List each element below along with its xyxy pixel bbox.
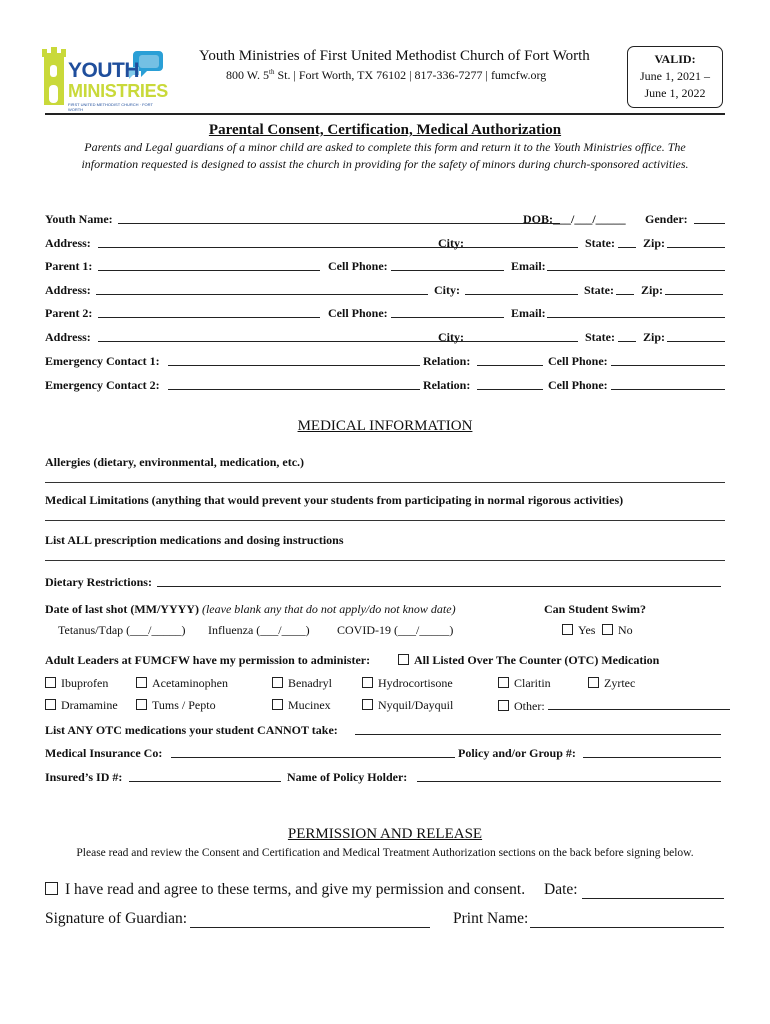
med-label: Hydrocortisone xyxy=(378,676,453,690)
print-name-label: Print Name: xyxy=(453,910,529,927)
address-part2: St. | Fort Worth, TX 76102 | 817-336-7277 | fumcfw.org xyxy=(274,68,547,82)
med-label: Zyrtec xyxy=(604,676,636,690)
row-insurance xyxy=(45,746,725,762)
checkbox-box xyxy=(602,624,613,635)
emergency2-label: Emergency Contact 2: xyxy=(45,378,160,392)
checkbox-box xyxy=(362,699,373,710)
emergency2-cell-label: Cell Phone: xyxy=(548,378,608,392)
swim-no-checkbox[interactable] xyxy=(602,623,633,638)
parent1-cell-label: Cell Phone: xyxy=(328,259,388,273)
valid-label: VALID: xyxy=(654,52,696,66)
date-field[interactable] xyxy=(582,886,724,899)
med-label: Dramamine xyxy=(61,698,118,712)
checkbox-box xyxy=(588,677,599,688)
otc-all-label: All Listed Over The Counter (OTC) Medication xyxy=(414,653,660,667)
med-label: Tums / Pepto xyxy=(152,698,216,712)
med-zyrtec[interactable] xyxy=(588,676,635,691)
emergency2-relation-field[interactable] xyxy=(477,378,543,390)
zip3-label: Zip: xyxy=(643,330,666,344)
emergency1-field[interactable] xyxy=(168,354,420,366)
checkbox-box xyxy=(45,677,56,688)
dietary-label: Dietary Restrictions: xyxy=(45,575,152,589)
row-dietary xyxy=(45,575,725,591)
row-address-1 xyxy=(45,236,725,252)
youth-name-label: Youth Name: xyxy=(45,212,113,226)
med-other[interactable] xyxy=(498,698,730,714)
med-label: Benadryl xyxy=(288,676,332,690)
limitations-field[interactable] xyxy=(45,520,725,521)
valid-to: June 1, 2022 xyxy=(644,86,706,100)
print-name-field[interactable] xyxy=(530,915,724,928)
city-field[interactable] xyxy=(469,236,578,248)
valid-from: June 1, 2021 – xyxy=(640,69,710,83)
address-sup: th xyxy=(269,68,275,76)
emergency2-relation-label: Relation: xyxy=(423,378,471,392)
zip-label: Zip: xyxy=(643,236,666,250)
limitations-label: Medical Limitations (anything that would prevent your students from participating in normal rigorous activities) xyxy=(45,493,624,507)
prescriptions-field[interactable] xyxy=(45,560,725,561)
agree-label: I have read and agree to these terms, and give my permission and consent. xyxy=(65,881,526,898)
valid-box xyxy=(627,46,723,108)
emergency2-field[interactable] xyxy=(168,378,420,390)
med-label: Nyquil/Dayquil xyxy=(378,698,454,712)
covid-field[interactable]: COVID-19 (___/_____) xyxy=(337,623,454,637)
address-field[interactable] xyxy=(98,236,477,248)
address-part1: 800 W. 5 xyxy=(226,68,270,82)
checkbox-box xyxy=(272,677,283,688)
med-benadryl[interactable] xyxy=(272,676,332,691)
med-claritin[interactable] xyxy=(498,676,551,691)
address3-field[interactable] xyxy=(98,330,477,342)
address2-field[interactable] xyxy=(96,283,428,295)
med-mucinex[interactable] xyxy=(272,698,331,713)
parent2-field[interactable] xyxy=(98,306,320,318)
checkbox-box xyxy=(272,699,283,710)
checkbox-box xyxy=(136,699,147,710)
parent2-cell-label: Cell Phone: xyxy=(328,306,388,320)
parent2-email-label: Email: xyxy=(511,306,546,320)
parent2-cell-field[interactable] xyxy=(391,306,504,318)
med-other-field[interactable] xyxy=(548,698,730,710)
otc-all-checkbox[interactable] xyxy=(398,653,659,668)
dob-field[interactable]: DOB:___/___/_____ xyxy=(523,212,626,226)
med-label: Claritin xyxy=(514,676,551,690)
permission-note: Please read and review the Consent and Certification and Medical Treatment Authorization sections on the back before signing below. xyxy=(76,847,694,859)
date-label: Date: xyxy=(544,881,578,898)
org-name: Youth Ministries of First United Methodist Church of Fort Worth xyxy=(199,48,590,64)
gender-label: Gender: xyxy=(645,212,688,226)
agree-checkbox[interactable] xyxy=(45,881,525,899)
row-address-2 xyxy=(45,283,725,299)
insurance-co-field[interactable] xyxy=(171,746,455,758)
parent1-email-field[interactable] xyxy=(547,259,725,271)
intro-line-2: information requested is designed to assist the church in providing for the safety of minors during church-sponsored activities. xyxy=(81,157,689,171)
zip2-field[interactable] xyxy=(665,283,723,295)
gender-field[interactable] xyxy=(694,212,725,224)
holder-field[interactable] xyxy=(417,770,721,782)
logo-youth-text: YOUTH xyxy=(68,59,139,82)
cannot-take-field[interactable] xyxy=(355,723,721,735)
permission-heading: PERMISSION AND RELEASE xyxy=(287,826,483,842)
logo-ministries-text: MINISTRIES xyxy=(68,81,169,101)
emergency2-cell-field[interactable] xyxy=(611,378,725,390)
city2-label: City: xyxy=(434,283,460,297)
zip3-field[interactable] xyxy=(667,330,725,342)
youth-name-field[interactable] xyxy=(118,212,560,224)
row-cannot-take xyxy=(45,723,725,739)
logo-tagline: FIRST UNITED METHODIST CHURCH · FORT WORTH xyxy=(68,102,153,112)
parent1-email-label: Email: xyxy=(511,259,546,273)
row-emergency-1 xyxy=(45,354,725,370)
med-nyquil-dayquil[interactable] xyxy=(362,698,453,713)
emergency1-relation-label: Relation: xyxy=(423,354,471,368)
policy-field[interactable] xyxy=(583,746,721,758)
emergency1-label: Emergency Contact 1: xyxy=(45,354,160,368)
checkbox-box xyxy=(45,699,56,710)
last-shot-italic: (leave blank any that do not apply/do not know date) xyxy=(198,602,456,616)
emergency1-cell-label: Cell Phone: xyxy=(548,354,608,368)
row-insured xyxy=(45,770,725,786)
parent2-label: Parent 2: xyxy=(45,306,93,320)
city-label: City: xyxy=(438,236,464,250)
parent2-email-field[interactable] xyxy=(547,306,725,318)
tetanus-field[interactable]: Tetanus/Tdap (___/_____) xyxy=(58,623,186,637)
row-parent-1 xyxy=(45,259,725,275)
allergies-label: Allergies (dietary, environmental, medication, etc.) xyxy=(45,455,305,469)
emergency1-relation-field[interactable] xyxy=(477,354,543,366)
checkbox-box xyxy=(498,677,509,688)
med-dramamine[interactable] xyxy=(45,698,118,713)
swim-yes-label: Yes xyxy=(578,623,596,637)
med-label: Acetaminophen xyxy=(152,676,228,690)
state-label: State: xyxy=(585,236,615,250)
emergency1-cell-field[interactable] xyxy=(611,354,725,366)
city3-field[interactable] xyxy=(469,330,578,342)
city3-label: City: xyxy=(438,330,464,344)
org-address xyxy=(226,68,546,83)
swim-yes-checkbox[interactable] xyxy=(562,623,595,638)
swim-question: Can Student Swim? xyxy=(544,602,647,616)
insurance-co-label: Medical Insurance Co: xyxy=(45,746,163,760)
address-label: Address: xyxy=(45,236,91,250)
intro-line-1: Parents and Legal guardians of a minor child are asked to complete this form and return it to the Youth Ministries office. The xyxy=(84,140,686,154)
form-title: Parental Consent, Certification, Medical Authorization xyxy=(208,122,562,138)
prescriptions-label: List ALL prescription medications and dosing instructions xyxy=(45,533,344,547)
otc-permission-label: Adult Leaders at FUMCFW have my permission to administer: xyxy=(45,653,371,667)
med-tums-pepto[interactable] xyxy=(136,698,216,713)
row-address-3 xyxy=(45,330,725,346)
last-shot-bold: Date of last shot (MM/YYYY) xyxy=(45,602,199,616)
zip-field[interactable] xyxy=(667,236,725,248)
checkbox-box xyxy=(398,654,409,665)
dietary-field[interactable] xyxy=(157,575,721,587)
med-other-label: Other: xyxy=(514,699,545,713)
swim-no-label: No xyxy=(618,623,633,637)
zip2-label: Zip: xyxy=(641,283,664,297)
signature-label: Signature of Guardian: xyxy=(45,910,188,927)
state-field[interactable] xyxy=(618,236,636,248)
med-hydrocortisone[interactable] xyxy=(362,676,453,691)
checkbox-box xyxy=(362,677,373,688)
influenza-field[interactable]: Influenza (___/____) xyxy=(208,623,310,637)
cannot-take-label: List ANY OTC medications your student CANNOT take: xyxy=(45,723,338,737)
state2-label: State: xyxy=(584,283,614,297)
med-ibuprofen[interactable] xyxy=(45,676,108,691)
parent1-cell-field[interactable] xyxy=(391,259,504,271)
city2-field[interactable] xyxy=(465,283,578,295)
parent1-label: Parent 1: xyxy=(45,259,93,273)
state2-field[interactable] xyxy=(616,283,634,295)
last-shot-label xyxy=(45,602,456,617)
med-acetaminophen[interactable] xyxy=(136,676,228,691)
state3-label: State: xyxy=(585,330,615,344)
address2-label: Address: xyxy=(45,283,91,297)
checkbox-box xyxy=(498,700,509,711)
state3-field[interactable] xyxy=(618,330,636,342)
row-parent-2 xyxy=(45,306,725,322)
allergies-field[interactable] xyxy=(45,482,725,483)
signature-field[interactable] xyxy=(190,915,430,928)
parent1-field[interactable] xyxy=(98,259,320,271)
holder-label: Name of Policy Holder: xyxy=(287,770,408,784)
row-emergency-2 xyxy=(45,378,725,394)
logo xyxy=(42,45,169,112)
med-label: Mucinex xyxy=(288,698,331,712)
header-rule xyxy=(45,113,725,115)
policy-label: Policy and/or Group #: xyxy=(458,746,576,760)
row-youth xyxy=(45,212,725,228)
medical-heading: MEDICAL INFORMATION xyxy=(297,418,473,434)
checkbox-box xyxy=(136,677,147,688)
insured-id-label: Insured’s ID #: xyxy=(45,770,123,784)
insured-id-field[interactable] xyxy=(129,770,281,782)
checkbox-box xyxy=(45,882,58,895)
address3-label: Address: xyxy=(45,330,91,344)
checkbox-box xyxy=(562,624,573,635)
med-label: Ibuprofen xyxy=(61,676,109,690)
